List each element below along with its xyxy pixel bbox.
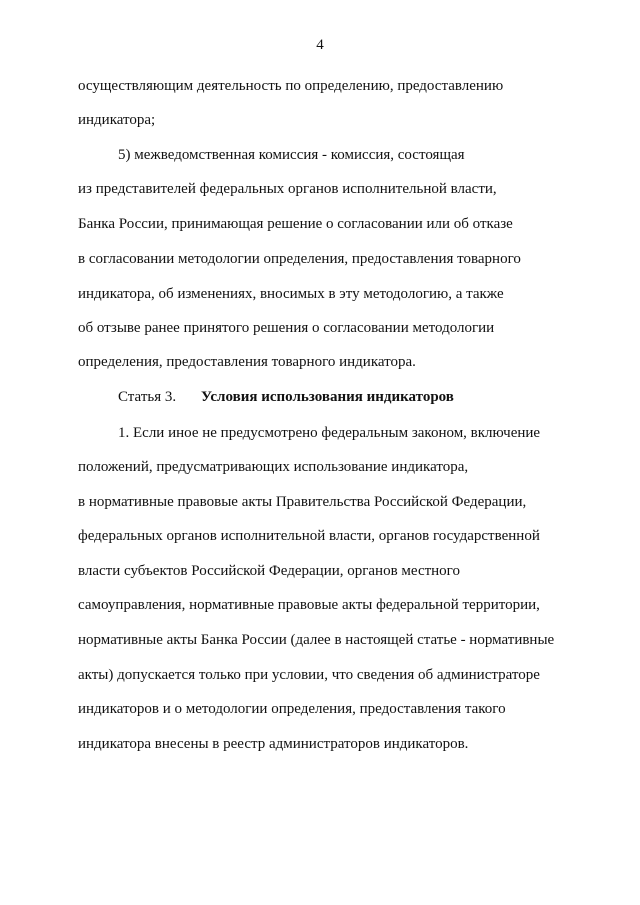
- paragraph-3-line-3: в нормативные правовые акты Правительства Российской Федерации,: [78, 494, 527, 510]
- article-number: Статья 3.: [118, 389, 177, 405]
- paragraph-2-line-4: в согласовании методологии определения, предоставления товарного: [78, 251, 521, 267]
- page-number: 4: [316, 37, 324, 53]
- paragraph-3-line-6: самоуправления, нормативные правовые акты федеральной территории,: [78, 597, 540, 613]
- paragraph-3-line-2: положений, предусматривающих использование индикатора,: [78, 459, 469, 475]
- paragraph-2-line-6: об отзыве ранее принятого решения о согласовании методологии: [78, 320, 495, 336]
- article-heading: [118, 388, 454, 406]
- paragraph-3-line-8: акты) допускается только при условии, что сведения об администраторе: [78, 667, 540, 683]
- paragraph-2-line-1: 5) межведомственная комиссия - комиссия, состоящая: [118, 147, 465, 163]
- paragraph-3-line-9: индикаторов и о методологии определения, предоставления такого: [78, 701, 506, 717]
- paragraph-3-line-7: нормативные акты Банка России (далее в настоящей статье - нормативные: [78, 632, 555, 648]
- paragraph-3-line-10: индикатора внесены в реестр администраторов индикаторов.: [78, 736, 469, 752]
- paragraph-1-line-2: индикатора;: [78, 112, 156, 128]
- paragraph-2-line-7: определения, предоставления товарного индикатора.: [78, 354, 416, 370]
- paragraph-1-line-1: осуществляющим деятельность по определению, предоставлению: [78, 78, 504, 94]
- paragraph-3-line-4: федеральных органов исполнительной власти, органов государственной: [78, 528, 540, 544]
- paragraph-2-line-3: Банка России, принимающая решение о согласовании или об отказе: [78, 216, 513, 232]
- article-title: Условия использования индикаторов: [201, 389, 454, 405]
- paragraph-2-line-2: из представителей федеральных органов исполнительной власти,: [78, 181, 497, 197]
- paragraph-3-line-1: 1. Если иное не предусмотрено федеральным законом, включение: [118, 425, 541, 441]
- paragraph-3-line-5: власти субъектов Российской Федерации, органов местного: [78, 563, 460, 579]
- paragraph-2-line-5: индикатора, об изменениях, вносимых в эту методологию, а также: [78, 286, 504, 302]
